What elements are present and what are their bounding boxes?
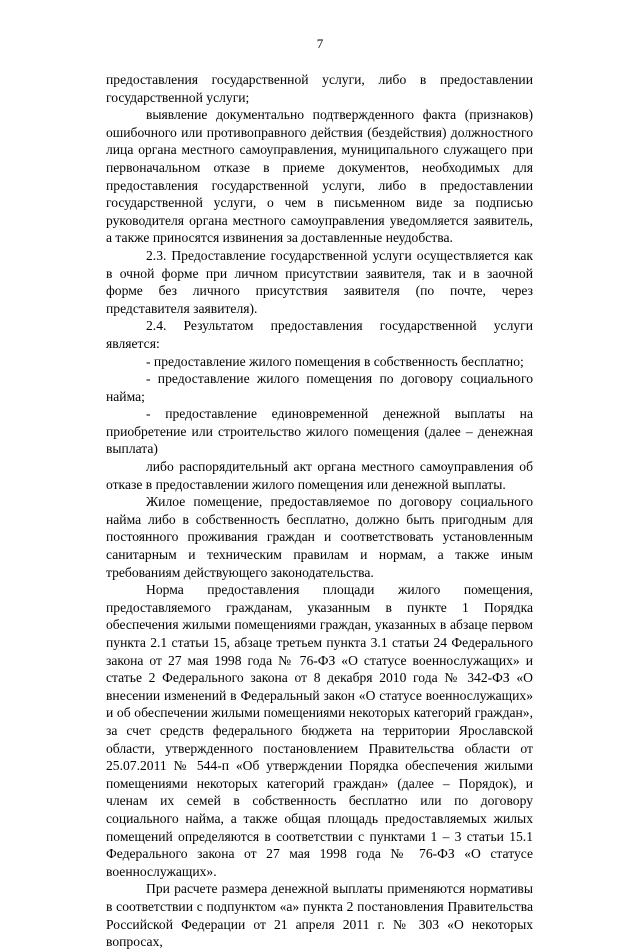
paragraph: Жилое помещение, предоставляемое по договору социального найма либо в собственность бесплатно, должно быть пригодным для постоянного проживания граждан и соответствовать установленным санитарным и техническим правилам и нормам, а также иным требованиям действующего законодательства. [106,494,533,580]
paragraph: выявление документально подтвержденного факта (признаков) ошибочного или противоправного действия (бездействия) должностного лица органа местного самоуправления, муниципального служащего при первоначальном отказе в приеме документов, необходимых для предоставления государственной услуги, либо в предоставлении государственной услуги, о чем в письменном виде за подписью руководителя органа местного самоуправления уведомляется заявитель, а также приносятся извинения за доставленные неудобства. [106,107,533,246]
page-number: 7 [316,36,324,51]
paragraph: Норма предоставления площади жилого помещения, предоставляемого гражданам, указанным в пункте 1 Порядка обеспечения жилыми помещениями граждан, указанных в абзаце первом пункта 2.1 статьи 15, абзаце третьем пункта 3.1 статьи 24 Федерального закона от 27 мая 1998 года № 76-ФЗ «О статусе военнослужащих» и статье 2 Федерального закона от 8 декабря 2010 года № 342-ФЗ «О внесении изменений в Федеральный закон «О статусе военнослужащих» и об обеспечении жилыми помещениями некоторых категорий граждан», за счет средств федерального бюджета на территории Ярославской области, утвержденного постановлением Правительства области от 25.07.2011 № 544-п «Об утверждении Порядка обеспечения жилыми помещениями некоторых категорий граждан» (далее – Порядок), и членам их семей в собственность бесплатно или по договору социального найма, а также общая площадь предоставляемых жилых помещений определяются в соответствии с пунктами 1 – 3 статьи 15.1 Федерального закона от 27 мая 1998 года № 76-ФЗ «О статусе военнослужащих». [106,582,533,879]
list-item: - предоставление единовременной денежной выплаты на приобретение или строительство жилого помещения (далее – денежная выплата) [106,406,533,457]
body-text [106,71,533,951]
paragraph: 2.4. Результатом предоставления государственной услуги является: [106,318,533,351]
list-item: - предоставление жилого помещения по договору социального найма; [106,371,533,404]
paragraph: предоставления государственной услуги, либо в предоставлении государственной услуги; [106,72,533,105]
paragraph: При расчете размера денежной выплаты применяются нормативы в соответствии с подпунктом «а» пункта 2 постановления Правительства Российской Федерации от 21 апреля 2011 г. № 303 «О некоторых вопросах, [106,881,533,950]
paragraph: либо распорядительный акт органа местного самоуправления об отказе в предоставлении жилого помещения или денежной выплаты. [106,459,533,492]
list-item: - предоставление жилого помещения в собственность бесплатно; [146,353,524,369]
paragraph: 2.3. Предоставление государственной услуги осуществляется как в очной форме при личном присутствии заявителя, так и в заочной форме без личного присутствия заявителя (по почте, через представителя заявителя). [106,247,533,316]
